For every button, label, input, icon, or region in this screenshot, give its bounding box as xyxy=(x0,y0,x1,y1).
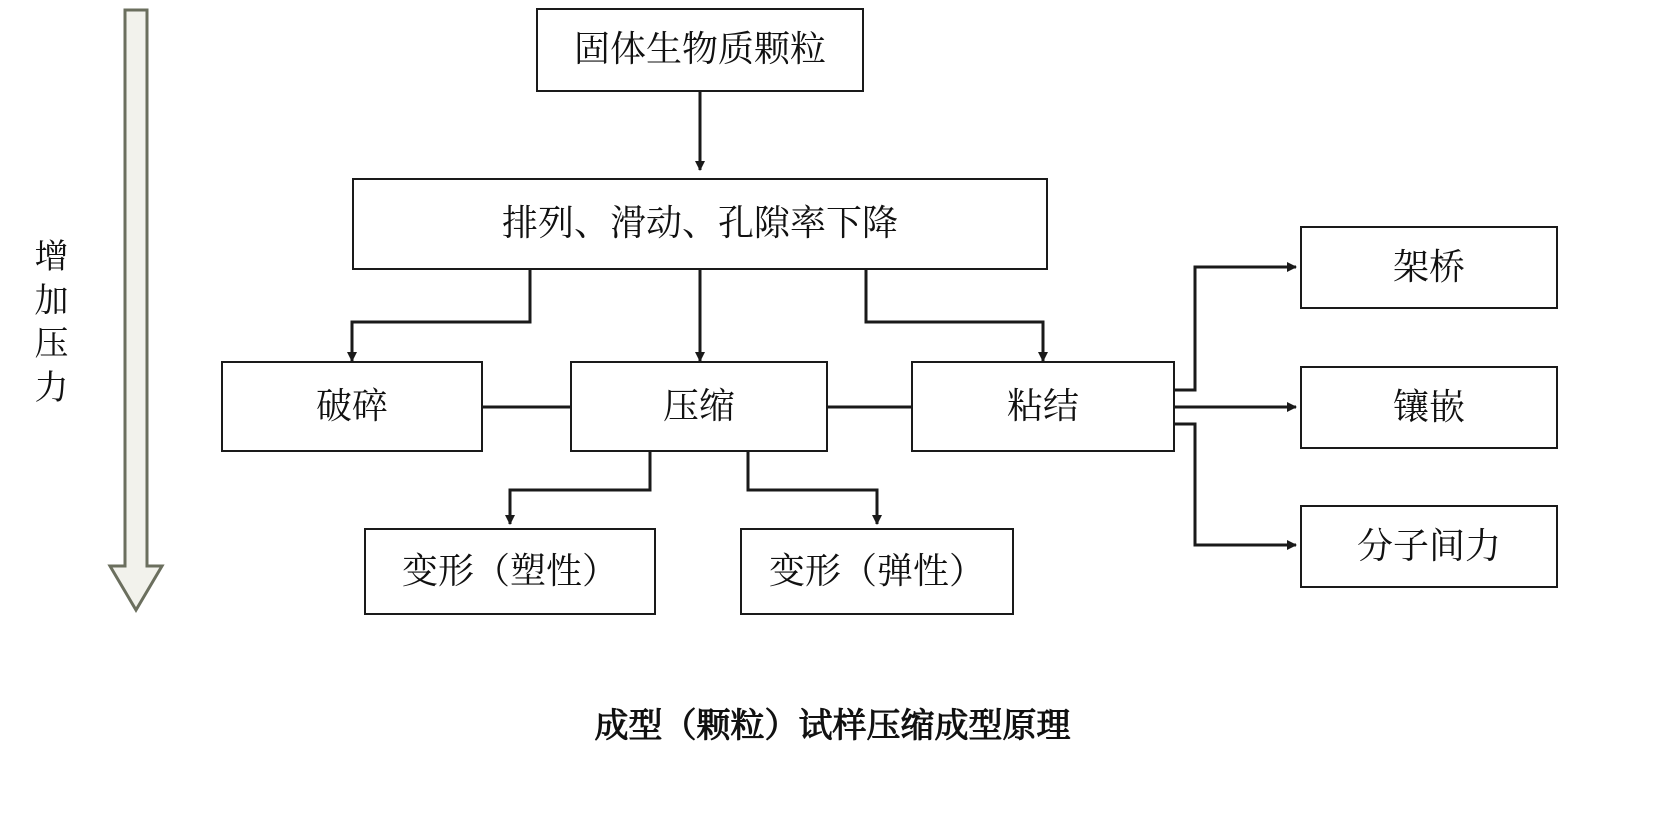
node-crushing[interactable]: 破碎 xyxy=(221,361,483,452)
node-bridging[interactable]: 架桥 xyxy=(1300,226,1558,309)
node-compression[interactable]: 压缩 xyxy=(570,361,828,452)
node-solid-biomass-particle[interactable]: 固体生物质颗粒 xyxy=(536,8,864,92)
node-plastic-deformation[interactable]: 变形（塑性） xyxy=(364,528,656,615)
pressure-axis-label: 增加压力 xyxy=(34,239,70,407)
pressure-arrow-shape xyxy=(110,10,162,610)
node-elastic-deformation[interactable]: 变形（弹性） xyxy=(740,528,1014,615)
node-arrangement-sliding-porosity[interactable]: 排列、滑动、孔隙率下降 xyxy=(352,178,1048,270)
node-inlaying[interactable]: 镶嵌 xyxy=(1300,366,1558,449)
node-molecular-force[interactable]: 分子间力 xyxy=(1300,505,1558,588)
node-bonding[interactable]: 粘结 xyxy=(911,361,1175,452)
figure-caption: 成型（颗粒）试样压缩成型原理 xyxy=(594,708,1071,745)
